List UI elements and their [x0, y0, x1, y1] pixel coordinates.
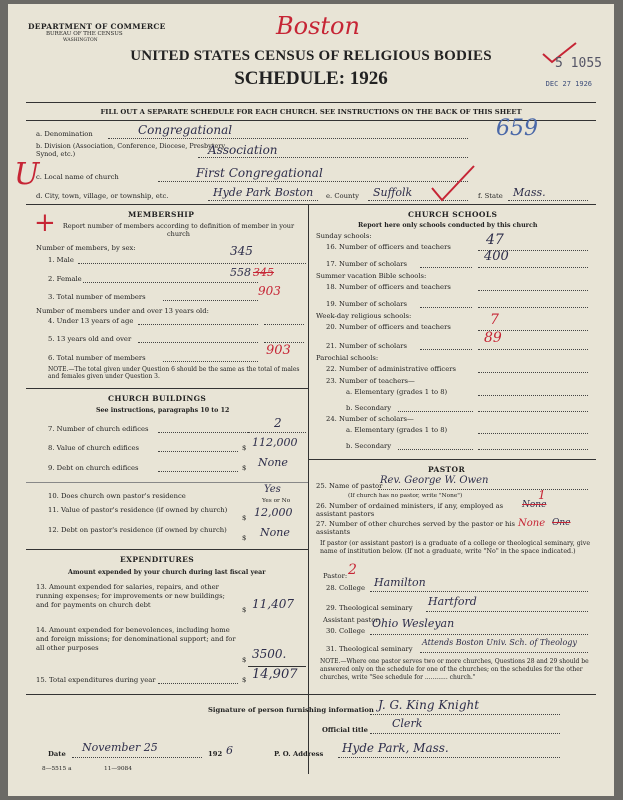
q21-line — [478, 349, 588, 350]
q23b-label: b. Secondary — [346, 404, 392, 412]
q13-label: 13. Amount expended for salaries, repairs, and other running expenses; for improvements or new buildings; and for payments on church debt — [36, 583, 225, 609]
q30-line — [370, 634, 588, 635]
schools-intro: Report here only schools conducted by this church — [358, 222, 538, 229]
date-stamp: DEC 27 1926 — [545, 80, 592, 88]
q31-line — [420, 652, 588, 653]
q15-value: 14,907 — [252, 667, 298, 682]
membership-heading: MEMBERSHIP — [128, 210, 195, 219]
q12-dollar: $ — [242, 534, 247, 542]
q5-label: 5. 13 years old and over — [48, 335, 132, 343]
membership-intro: Report number of members according to definition of member in your church — [62, 222, 295, 238]
q14-dollar: $ — [242, 656, 247, 664]
date-label: Date — [48, 750, 66, 758]
q7-line — [248, 432, 306, 433]
state-line — [508, 200, 588, 201]
department-label: DEPARTMENT OF COMMERCE — [28, 22, 166, 31]
expenditures-rule — [26, 549, 308, 550]
column-divider — [308, 204, 309, 774]
q1-line — [260, 263, 306, 264]
q15-dots — [158, 683, 238, 684]
q13-value: 11,407 — [252, 597, 294, 611]
handwritten-city: Boston — [276, 12, 360, 40]
q23-label: 23. Number of teachers— — [326, 377, 415, 385]
pastor-red-mark: 2 — [348, 562, 357, 578]
q16-value: 47 — [486, 232, 504, 248]
q24-label: 24. Number of scholars— — [326, 415, 414, 423]
city-line — [208, 200, 318, 201]
q25-hint: (If church has no pastor, write "None") — [348, 493, 463, 499]
local-name-label: c. Local name of church — [36, 173, 119, 181]
q28-line — [370, 591, 588, 592]
q7-value: 2 — [274, 416, 282, 430]
q11-dollar: $ — [242, 514, 247, 522]
q12-value: None — [260, 526, 290, 539]
q14-value: 3500. — [252, 647, 287, 661]
q25-line — [378, 489, 588, 490]
division-label: b. Division (Association, Conference, Diocese, Presbytery, Synod, etc.) — [36, 142, 227, 158]
bureau-label: BUREAU OF THE CENSUS — [46, 31, 123, 37]
q2-label: 2. Female — [48, 275, 82, 283]
q8-value: 112,000 — [252, 436, 298, 449]
q24b-line — [478, 449, 588, 450]
membership-note: NOTE.—The total given under Question 6 should be the same as the total of males and females given under Question 3. — [48, 366, 300, 380]
print-number: 11—9084 — [104, 766, 132, 772]
schedule-title: SCHEDULE: 1926 — [234, 68, 388, 89]
pastor-heading: PASTOR — [428, 465, 466, 474]
q9-dollar: $ — [242, 464, 247, 472]
q3-value: 903 — [258, 284, 281, 298]
q24b-dots — [398, 449, 473, 450]
q6-dots — [163, 361, 258, 362]
code-number: 659 — [496, 116, 538, 141]
buildings-rule — [26, 388, 308, 389]
q16-label: 16. Number of officers and teachers — [326, 243, 451, 251]
q27-value: None — [518, 518, 546, 529]
signature-line — [370, 714, 560, 715]
q15-label: 15. Total expenditures during year — [36, 676, 156, 684]
q8-dots — [158, 451, 238, 452]
q27-struck-value: One — [552, 518, 571, 528]
q2-dots — [83, 282, 258, 283]
q19-label: 19. Number of scholars — [326, 300, 408, 308]
q24b-label: b. Secondary — [346, 442, 392, 450]
q24a-label: a. Elementary (grades 1 to 8) — [346, 426, 448, 434]
year-suffix: 6 — [226, 744, 233, 757]
q27-label: 27. Number of other churches served by the pastor or his assistants — [316, 520, 516, 536]
red-u-mark: U — [14, 157, 40, 192]
schools-heading: CHURCH SCHOOLS — [408, 210, 498, 219]
city-label: d. City, town, village, or township, etc. — [36, 192, 169, 200]
q29-value: Hartford — [428, 595, 477, 608]
q11-value: 12,000 — [254, 506, 293, 519]
summer-label: Summer vacation Bible schools: — [316, 272, 427, 280]
division-value: Association — [208, 143, 278, 157]
sunday-label: Sunday schools: — [316, 232, 372, 240]
top-rule — [26, 102, 596, 103]
q23a-line — [478, 395, 588, 396]
q26-struck-value: None — [522, 500, 547, 510]
q10-label: 10. Does church own pastor's residence — [48, 492, 186, 500]
date-line — [72, 757, 202, 758]
q29-label: 29. Theological seminary — [326, 604, 413, 612]
division-line — [198, 157, 468, 158]
q1-label: 1. Male — [48, 256, 74, 264]
q30-value: Ohio Wesleyan — [372, 617, 455, 630]
q25-value: Rev. George W. Owen — [380, 475, 489, 486]
q18-label: 18. Number of officers and teachers — [326, 283, 451, 291]
document-number: 5 1055 — [555, 56, 602, 71]
graduate-note: If pastor (or assistant pastor) is a graduate of a college or theological seminary, give name of institution below. (If not a graduate, write "No" in the space indicated.) — [320, 540, 591, 555]
city-value: Hyde Park Boston — [213, 186, 314, 199]
pastor-note: NOTE.—Where one pastor serves two or more churches, Questions 28 and 29 should be answered only on the schedule for one of the churches; on the schedules for the other churches, write "See schedule for ............ church." — [320, 658, 589, 681]
q10-value: Yes — [264, 484, 281, 495]
instruction-line: FILL OUT A SEPARATE SCHEDULE FOR EACH CHURCH. SEE INSTRUCTIONS ON THE BACK OF THIS SHEET — [100, 108, 522, 116]
q5-dots — [138, 342, 258, 343]
census-schedule-page — [8, 4, 614, 796]
q19-line — [478, 307, 588, 308]
denomination-value: Congregational — [138, 123, 233, 137]
q3-label: 3. Total number of members — [48, 293, 146, 301]
signature-label: Signature of person furnishing information — [208, 706, 374, 714]
q9-rule — [26, 482, 308, 483]
date-value: November 25 — [82, 741, 158, 754]
denomination-line — [108, 138, 468, 139]
q31-value: Attends Boston Univ. Sch. of Theology — [422, 638, 577, 647]
address-value: Hyde Park, Mass. — [342, 741, 449, 755]
red-check-mark-county — [428, 164, 478, 204]
buildings-heading: CHURCH BUILDINGS — [108, 394, 207, 403]
state-label: f. State — [478, 192, 503, 200]
q28-value: Hamilton — [374, 576, 426, 589]
form-title: UNITED STATES CENSUS OF RELIGIOUS BODIES — [130, 48, 492, 64]
weekday-label: Week-day religious schools: — [316, 312, 412, 320]
q31-label: 31. Theological seminary — [326, 645, 413, 653]
washington-label: WASHINGTON — [63, 38, 98, 43]
q7-dots — [158, 432, 248, 433]
q23a-label: a. Elementary (grades 1 to 8) — [346, 388, 448, 396]
q22-label: 22. Number of administrative officers — [326, 365, 456, 373]
q15-dollar: $ — [242, 676, 247, 684]
q29-line — [426, 611, 588, 612]
q22-line — [478, 372, 588, 373]
local-name-value: First Congregational — [196, 166, 323, 180]
q20-label: 20. Number of officers and teachers — [326, 323, 451, 331]
pastor-rule — [308, 459, 596, 460]
q17-value: 400 — [484, 249, 509, 264]
q10-hint: Yes or No — [262, 498, 291, 504]
state-value: Mass. — [513, 186, 546, 199]
ident-bottom-rule — [26, 204, 596, 205]
q24a-line — [478, 433, 588, 434]
q8-dollar: $ — [242, 444, 247, 452]
red-plus-mark: + — [34, 208, 56, 238]
footer-rule — [26, 694, 596, 695]
buildings-subheading: See instructions, paragraphs 10 to 12 — [96, 407, 230, 414]
county-label: e. County — [326, 192, 359, 200]
q17-label: 17. Number of scholars — [326, 260, 408, 268]
q25-label: 25. Name of pastor — [316, 482, 383, 490]
local-name-line — [158, 181, 468, 182]
q9-value: None — [258, 456, 288, 469]
q9-label: 9. Debt on church edifices — [48, 464, 139, 472]
q4-line — [264, 324, 304, 325]
q30-label: 30. College — [326, 627, 366, 635]
q9-dots — [158, 471, 238, 472]
q20-value: 7 — [490, 312, 499, 328]
q13-dollar: $ — [242, 606, 247, 614]
year-prefix: 192 — [208, 750, 223, 758]
q2-value: 558 — [230, 266, 251, 279]
q14-label: 14. Amount expended for benevolences, including home and foreign missions; for denominational support; and for all other purposes — [36, 626, 236, 652]
q21-dots — [420, 349, 472, 350]
assistant-sublabel: Assistant pastor: — [323, 616, 381, 624]
q7-label: 7. Number of church edifices — [48, 425, 149, 433]
q11-label: 11. Value of pastor's residence (if owned by church) — [48, 506, 228, 514]
q18-line — [478, 290, 588, 291]
q6-value: 903 — [266, 343, 291, 358]
form-number: 8—5515 a — [42, 766, 72, 772]
q26-value: 1 — [538, 488, 546, 502]
official-title-label: Official title — [322, 726, 368, 734]
parochial-label: Parochial schools: — [316, 354, 379, 362]
q12-label: 12. Debt on pastor's residence (if owned by church) — [48, 526, 227, 534]
expenditures-intro: Amount expended by your church during last fiscal year — [68, 569, 266, 576]
q21-label: 21. Number of scholars — [326, 342, 408, 350]
q4-dots — [138, 324, 258, 325]
q19-dots — [420, 307, 472, 308]
q1-dots — [78, 263, 258, 264]
q3-dots — [163, 300, 258, 301]
q21-value: 89 — [484, 330, 502, 346]
denomination-label: a. Denomination — [36, 130, 93, 138]
address-line — [338, 757, 560, 758]
age-intro-label: Number of members under and over 13 years old: — [36, 307, 209, 315]
q28-label: 28. College — [326, 584, 366, 592]
address-label: P. O. Address — [274, 750, 324, 758]
official-title-line — [370, 733, 560, 734]
q26-label: 26. Number of ordained ministers, if any, employed as assistant pastors — [316, 502, 504, 518]
q17-line — [478, 267, 588, 268]
q23b-line — [478, 411, 588, 412]
county-value: Suffolk — [373, 186, 413, 199]
q8-label: 8. Value of church edifices — [48, 444, 140, 452]
official-title-value: Clerk — [392, 717, 423, 730]
q23b-dots — [398, 411, 473, 412]
q2-struck-value: 345 — [253, 266, 274, 279]
expenditures-heading: EXPENDITURES — [120, 555, 195, 564]
q17-dots — [420, 267, 472, 268]
pastor-sublabel: Pastor: — [323, 572, 348, 580]
by-sex-label: Number of members, by sex: — [36, 244, 136, 252]
q4-label: 4. Under 13 years of age — [48, 317, 134, 325]
q1-value: 345 — [230, 244, 253, 258]
q6-label: 6. Total number of members — [48, 354, 146, 362]
signature-value: J. G. King Knight — [378, 698, 480, 712]
